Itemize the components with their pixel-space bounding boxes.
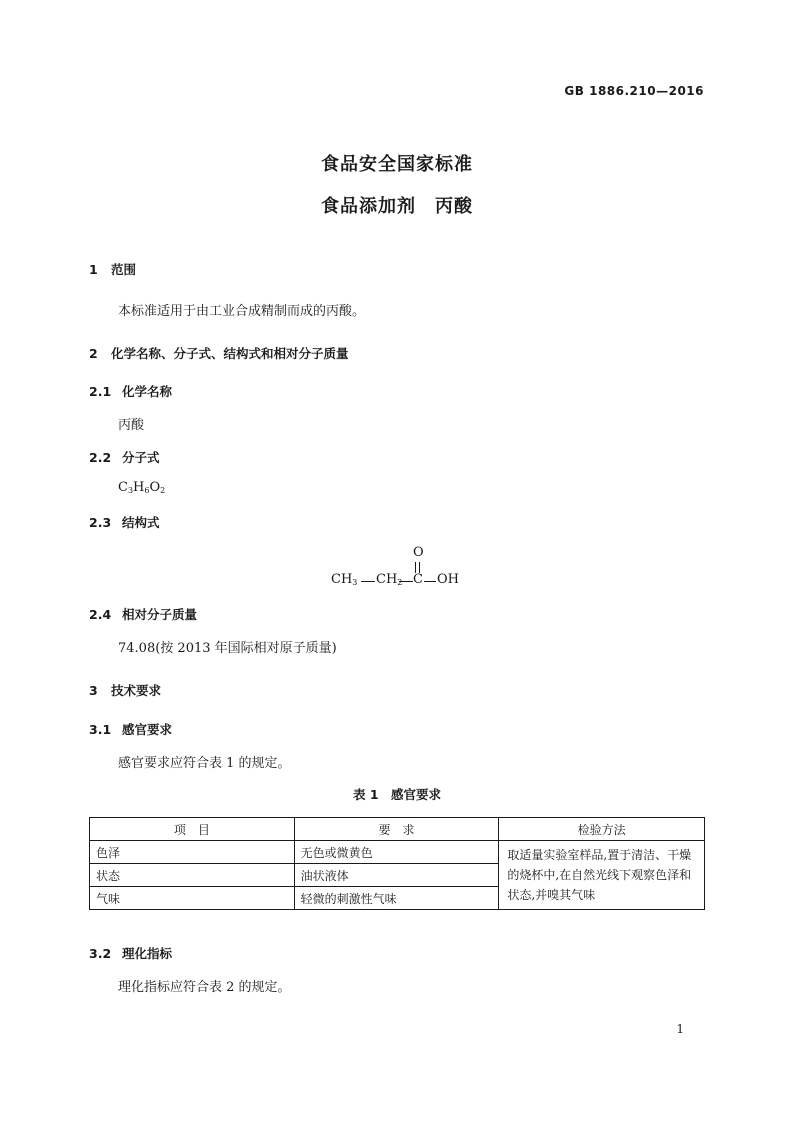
single-bond-3 xyxy=(424,581,436,582)
section-number: 2 xyxy=(89,346,98,361)
requirement-cell: 油状液体 xyxy=(294,864,499,887)
hydroxyl-group: OH xyxy=(437,572,459,587)
doc-title: 食品安全国家标准 xyxy=(321,154,473,175)
methyl-group: $CH_3$ xyxy=(331,572,358,587)
column-header-method: 检验方法 xyxy=(499,818,705,841)
section-2-3-heading xyxy=(89,513,160,531)
chemical-name: 丙酸 xyxy=(118,418,145,433)
section-1-heading xyxy=(89,260,136,278)
section-3-1-heading xyxy=(89,720,172,738)
sensory-requirements-table xyxy=(89,817,705,910)
section-title: 结构式 xyxy=(122,515,160,530)
section-number: 3.2 xyxy=(89,946,112,961)
table-row xyxy=(90,841,705,864)
section-title: 化学名称 xyxy=(122,384,173,399)
section-title: 理化指标 xyxy=(122,946,173,961)
doc-subtitle: 食品添加剂 丙酸 xyxy=(321,196,473,217)
section-3-2-text: 理化指标应符合表 2 的规定。 xyxy=(118,980,291,995)
section-2-heading xyxy=(89,344,349,362)
carbonyl-oxygen: O xyxy=(413,545,424,560)
standard-code: GB 1886.210—2016 xyxy=(564,84,704,98)
column-header-item: 项 目 xyxy=(90,818,295,841)
single-bond-2 xyxy=(399,581,413,582)
method-cell: 取适量实验室样品,置于清洁、干燥的烧杯中,在自然光线下观察色泽和状态,并嗅其气味 xyxy=(499,841,705,910)
section-2-4-heading xyxy=(89,605,197,623)
single-bond-1 xyxy=(361,581,375,582)
item-cell: 色泽 xyxy=(90,841,295,864)
methylene-group: $CH_2$ xyxy=(376,572,403,587)
section-title: 范围 xyxy=(111,262,137,277)
section-2-2-heading xyxy=(89,448,160,466)
section-2-1-heading xyxy=(89,382,172,400)
section-number: 2.2 xyxy=(89,450,112,465)
item-cell: 状态 xyxy=(90,864,295,887)
section-number: 3.1 xyxy=(89,722,112,737)
section-number: 2.1 xyxy=(89,384,112,399)
section-title: 感官要求 xyxy=(122,722,173,737)
section-3-2-heading xyxy=(89,944,172,962)
section-title: 技术要求 xyxy=(111,683,162,698)
page-number: 1 xyxy=(676,1022,684,1036)
molecular-formula: $C_3H_6O_2$ xyxy=(118,480,166,495)
requirement-cell: 无色或微黄色 xyxy=(294,841,499,864)
section-3-heading xyxy=(89,681,161,699)
item-cell: 气味 xyxy=(90,887,295,910)
table-header-row xyxy=(90,818,705,841)
requirement-cell: 轻微的刺激性气味 xyxy=(294,887,499,910)
section-number: 3 xyxy=(89,683,98,698)
section-title: 分子式 xyxy=(122,450,160,465)
section-title: 相对分子质量 xyxy=(122,607,198,622)
table-1-caption: 表 1 感官要求 xyxy=(352,787,442,802)
carbonyl-carbon: C xyxy=(413,572,423,587)
column-header-requirement: 要 求 xyxy=(294,818,499,841)
structural-formula xyxy=(331,545,471,595)
molecular-weight: 74.08(按 2013 年国际相对原子质量) xyxy=(118,641,337,656)
section-1-text: 本标准适用于由工业合成精制而成的丙酸。 xyxy=(118,304,366,319)
section-number: 2.4 xyxy=(89,607,112,622)
section-title: 化学名称、分子式、结构式和相对分子质量 xyxy=(111,346,349,361)
section-number: 2.3 xyxy=(89,515,112,530)
section-3-1-text: 感官要求应符合表 1 的规定。 xyxy=(118,756,291,771)
section-number: 1 xyxy=(89,262,98,277)
